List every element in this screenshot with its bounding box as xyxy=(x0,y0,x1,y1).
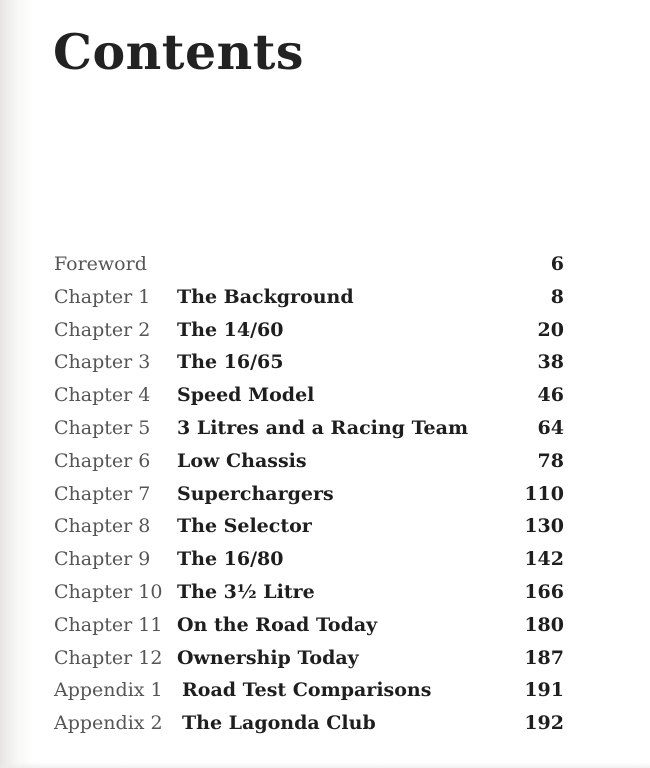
entry-label: Foreword xyxy=(54,253,147,275)
entry-label: Chapter 9 xyxy=(54,548,151,571)
entry-label: Chapter 3 xyxy=(54,351,151,374)
entry-page-number: 110 xyxy=(524,482,564,505)
entry-page-number: 8 xyxy=(550,285,564,308)
entry-page-number: 130 xyxy=(524,515,564,538)
entry-page-number: 166 xyxy=(524,580,564,603)
entry-page-number: 78 xyxy=(537,449,564,472)
toc-entry-chapter-1 xyxy=(0,283,650,316)
entry-title: The 16/65 xyxy=(177,351,284,374)
entry-label: Chapter 2 xyxy=(54,318,151,341)
entry-title: Low Chassis xyxy=(177,449,307,472)
entry-title: The 16/80 xyxy=(177,548,284,571)
entry-label: Appendix 1 xyxy=(54,679,163,702)
toc-entry-chapter-8 xyxy=(0,512,650,545)
toc-entry-chapter-6 xyxy=(0,447,650,480)
entry-title: Speed Model xyxy=(177,384,315,407)
entry-label: Chapter 1 xyxy=(54,285,151,308)
toc-entry-chapter-11 xyxy=(0,611,650,644)
entry-title: Road Test Comparisons xyxy=(182,679,432,702)
entry-title: The 3½ Litre xyxy=(177,580,315,603)
entry-label: Chapter 10 xyxy=(54,580,163,603)
entry-label: Chapter 4 xyxy=(54,384,151,407)
entry-label: Chapter 5 xyxy=(54,416,151,439)
entry-title: The Background xyxy=(177,285,354,308)
entry-title: On the Road Today xyxy=(177,613,378,636)
entry-page-number: 20 xyxy=(537,318,564,341)
entry-title: The Lagonda Club xyxy=(182,712,376,735)
entry-page-number: 64 xyxy=(537,416,564,439)
entry-page-number: 38 xyxy=(537,351,564,374)
entry-label: Chapter 8 xyxy=(54,515,151,538)
toc-entry-chapter-12 xyxy=(0,644,650,677)
entry-title: The Selector xyxy=(177,515,312,538)
toc-entry-appendix-2 xyxy=(0,709,650,742)
entry-label: Chapter 7 xyxy=(54,482,151,505)
entry-page-number: 6 xyxy=(550,253,564,275)
toc-entry-chapter-9 xyxy=(0,545,650,578)
entry-page-number: 46 xyxy=(537,384,564,407)
entry-title: The 14/60 xyxy=(177,318,284,341)
entry-title: 3 Litres and a Racing Team xyxy=(177,416,469,439)
toc-entry-chapter-4 xyxy=(0,381,650,414)
entry-label: Appendix 2 xyxy=(54,712,163,735)
toc-entry-foreword xyxy=(0,250,650,283)
entry-title: Superchargers xyxy=(177,482,334,505)
entry-page-number: 142 xyxy=(524,548,564,571)
entry-page-number: 180 xyxy=(524,613,564,636)
entry-title: Ownership Today xyxy=(177,646,359,669)
page-edge-shadow xyxy=(0,762,650,768)
toc-entry-appendix-1 xyxy=(0,676,650,709)
entry-page-number: 187 xyxy=(524,646,564,669)
toc-entry-chapter-3 xyxy=(0,348,650,381)
table-of-contents xyxy=(0,250,650,742)
entry-label: Chapter 6 xyxy=(54,449,151,472)
toc-entry-chapter-5 xyxy=(0,414,650,447)
toc-entry-chapter-10 xyxy=(0,578,650,611)
toc-entry-chapter-7 xyxy=(0,480,650,513)
entry-label: Chapter 12 xyxy=(54,646,163,669)
page-title: Contents xyxy=(53,23,304,81)
entry-label: Chapter 11 xyxy=(54,613,163,636)
entry-page-number: 191 xyxy=(524,679,564,702)
toc-entry-chapter-2 xyxy=(0,316,650,349)
entry-page-number: 192 xyxy=(524,712,564,735)
